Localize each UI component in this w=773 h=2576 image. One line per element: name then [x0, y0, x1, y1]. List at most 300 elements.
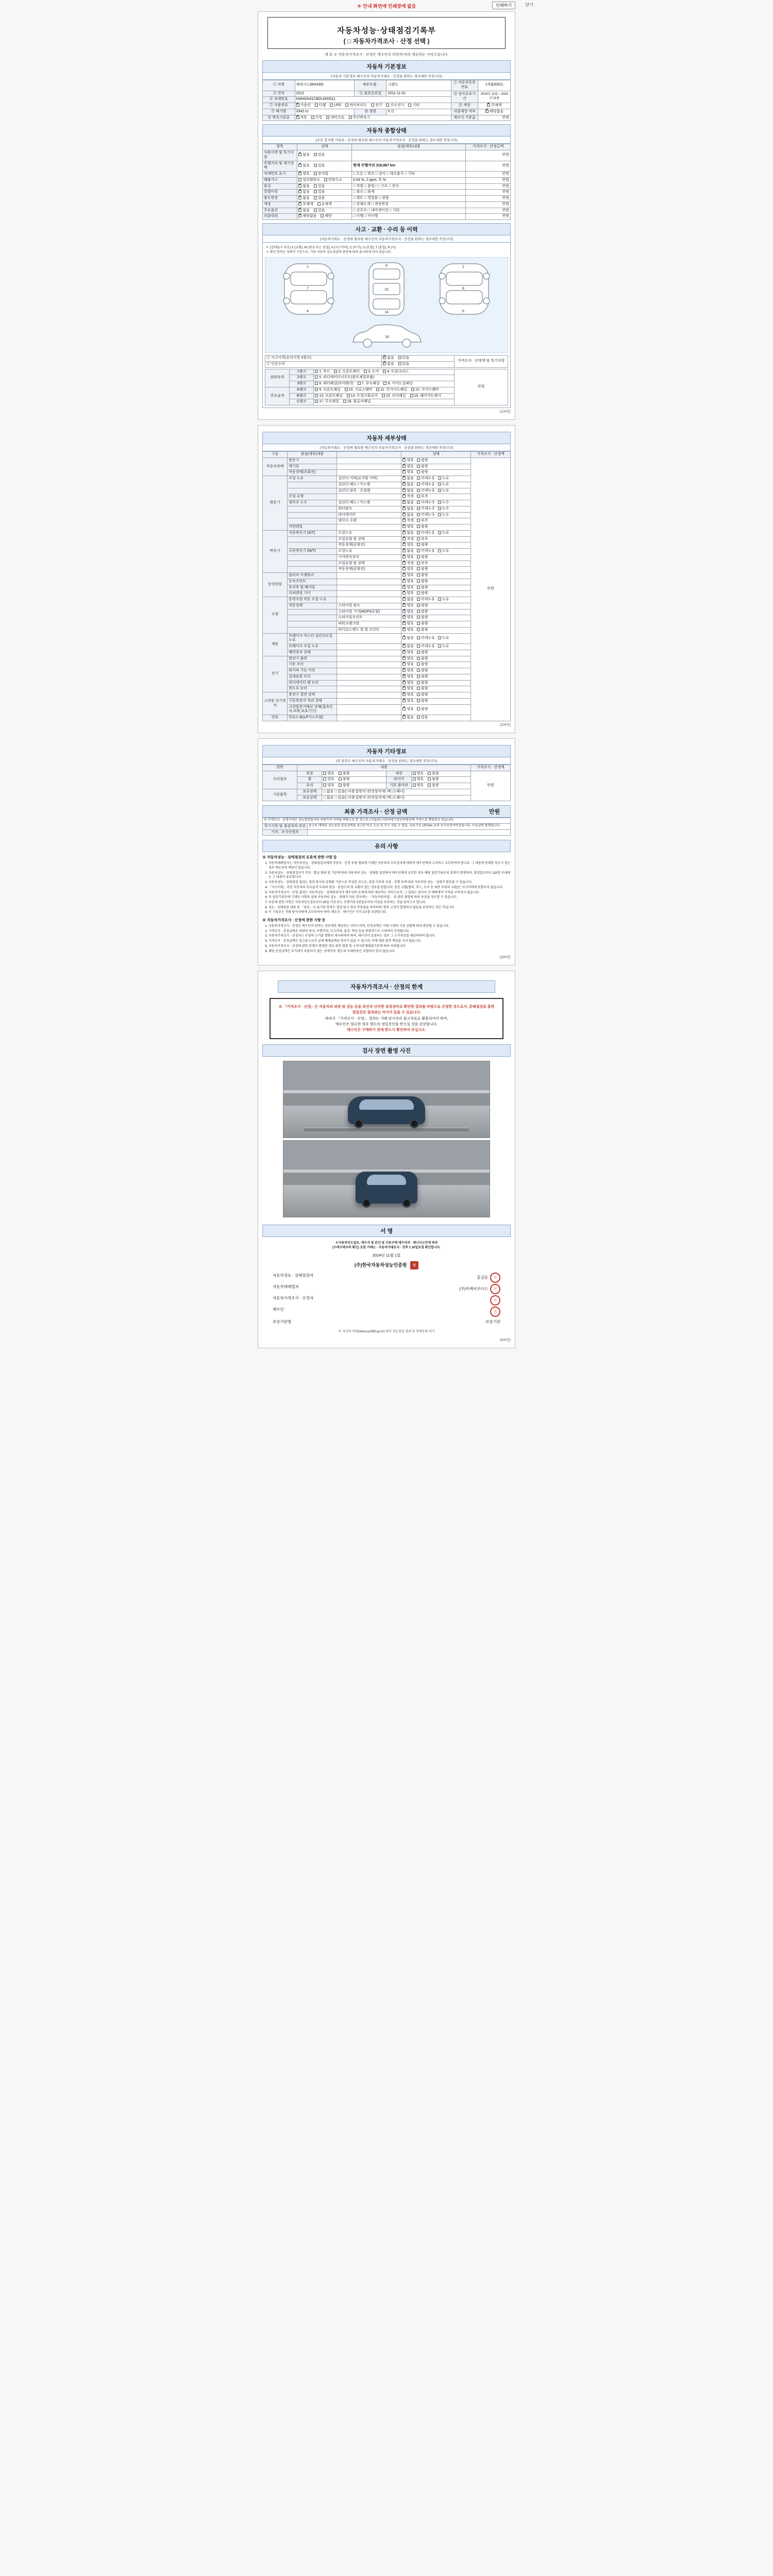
- overall-row-state[interactable]: ✔없음 있음: [297, 161, 352, 172]
- checkbox-없음[interactable]: [402, 507, 406, 510]
- checkbox-accident-none[interactable]: [383, 356, 386, 359]
- checkbox-양호[interactable]: [402, 604, 406, 607]
- checkbox-적정[interactable]: [402, 495, 406, 498]
- detail-item-state[interactable]: ✔ 양호 불량: [401, 579, 471, 585]
- overall-row-state[interactable]: ✔ 없음 있음: [297, 183, 352, 190]
- checkbox-part[interactable]: [383, 370, 386, 373]
- detail-item-state[interactable]: ✔ 양호 불량: [401, 603, 471, 609]
- checkbox-양호[interactable]: [402, 693, 406, 696]
- accident-summary-table: [265, 355, 508, 368]
- checkbox-양호[interactable]: [402, 459, 406, 462]
- checkbox-part[interactable]: [347, 394, 350, 397]
- section-overall-title: 자동차 종합상태: [262, 124, 511, 137]
- checkbox-ng[interactable]: [314, 153, 317, 156]
- checkbox-누유[interactable]: [438, 483, 441, 486]
- checkbox-part[interactable]: [345, 388, 348, 391]
- detail-item-state[interactable]: ✔ 양호 불량: [401, 464, 471, 470]
- checkbox-part[interactable]: [410, 394, 413, 397]
- svg-text:6: 6: [462, 310, 464, 313]
- checkbox-누수[interactable]: [438, 501, 441, 504]
- checkbox-ok[interactable]: [298, 190, 301, 193]
- checkbox-ok[interactable]: [323, 772, 326, 775]
- detail-item-detail: 오일누유: [337, 530, 401, 536]
- checkbox-불량[interactable]: [417, 693, 420, 696]
- detail-header-1: 점검(세부)내용: [288, 452, 337, 458]
- detail-item-state[interactable]: ✔ 없음 미세누수 누수: [401, 500, 471, 506]
- checkbox-ng[interactable]: [314, 184, 317, 188]
- signature-row: [273, 1284, 500, 1294]
- car-diagram: [262, 243, 511, 408]
- checkbox-부족[interactable]: [417, 537, 420, 540]
- checkbox-ok[interactable]: [298, 164, 301, 167]
- detail-item-detail: 작동상태(공회전): [337, 567, 401, 573]
- checkbox-누유[interactable]: [438, 598, 441, 601]
- checkbox-불량[interactable]: [417, 657, 420, 660]
- detail-item-state[interactable]: ✔ 양호 불량: [401, 698, 471, 704]
- svg-text:1: 1: [307, 265, 309, 269]
- checkbox-part[interactable]: [343, 400, 346, 403]
- checkbox-없음[interactable]: [402, 645, 406, 648]
- checkbox-불량[interactable]: [417, 699, 420, 702]
- checkbox-누유[interactable]: [438, 549, 441, 552]
- accident-row-label: ① 사고이력(유의사항 4참조): [265, 355, 382, 362]
- checkbox-part[interactable]: [315, 382, 318, 385]
- detail-item-state[interactable]: ✔ 양호 불량: [401, 662, 471, 668]
- label-color: ⑪ 색상: [451, 103, 478, 109]
- checkbox-accident-yes[interactable]: [398, 356, 401, 359]
- detail-item-state[interactable]: ✔양호 불량: [401, 704, 471, 715]
- checkbox-양호[interactable]: [402, 651, 406, 654]
- checkbox-적정[interactable]: [402, 562, 406, 565]
- label-exterior: 외판부위: [265, 369, 290, 387]
- checkbox-hc[interactable]: [324, 178, 327, 181]
- accident-row-state[interactable]: ✔ 없음 있음: [382, 355, 455, 362]
- checkbox-ok[interactable]: [413, 784, 416, 787]
- notice-item: 1. 자동차가격조사 · 산정은 매수인이 원하는 경우에만 제공되는 서비스이며, 산정금액은 거래 시점의 시장 상황에 따라 변동될 수 있습니다.: [268, 924, 511, 929]
- checkbox-불량[interactable]: [417, 628, 420, 631]
- detail-item-name: 오일 누유: [288, 476, 337, 482]
- detail-item-state[interactable]: ✔ 양호 불량: [401, 573, 471, 579]
- overall-row-state[interactable]: ✔ 없음 있음: [297, 190, 352, 196]
- checkbox-누유[interactable]: [438, 636, 441, 639]
- checkbox-미세누유[interactable]: [417, 489, 420, 492]
- detail-item-state[interactable]: ✔없음 미세누유 누유: [401, 633, 471, 644]
- other-opts-tire[interactable]: 양호 불량: [411, 777, 470, 783]
- checkbox-불량[interactable]: [417, 687, 420, 690]
- detail-item-name: [288, 615, 337, 621]
- svg-text:2: 2: [462, 265, 464, 269]
- detail-item-state[interactable]: ✔ 없음 미세누유 누유: [401, 644, 471, 650]
- checkbox-양호[interactable]: [402, 681, 406, 684]
- rank3-items: 6. 쿼터패널(리어펜더) 7. 루프패널 8. 사이드실패널: [314, 381, 455, 387]
- detail-item-state[interactable]: ✔ 양호 불량: [401, 567, 471, 573]
- checkbox-trans-semi[interactable]: [326, 116, 329, 119]
- checkbox-불량[interactable]: [417, 470, 420, 473]
- detail-item-state[interactable]: ✔ 양호 불량: [401, 543, 471, 549]
- other-opts-exterior[interactable]: 양호 불량: [322, 771, 386, 777]
- detail-item-detail: [337, 591, 401, 597]
- checkbox-trans-manual[interactable]: [311, 116, 314, 119]
- checkbox-양호[interactable]: [402, 525, 406, 528]
- detail-item-state[interactable]: ✔ 없음 미세누유 누유: [401, 530, 471, 536]
- checkbox-ok[interactable]: [323, 784, 326, 787]
- checkbox-ng[interactable]: [339, 777, 342, 781]
- checkbox-simple-yes[interactable]: [398, 362, 401, 365]
- overall-row-detail: □ 침수 □ 화재: [352, 190, 466, 196]
- checkbox-ok[interactable]: [298, 184, 301, 188]
- checkbox-없음[interactable]: [402, 636, 406, 639]
- detail-item-state[interactable]: ✔ 없음 있음: [401, 715, 471, 721]
- checkbox-ok[interactable]: [413, 777, 416, 781]
- checkbox-ng[interactable]: [314, 164, 317, 167]
- checkbox-part[interactable]: [315, 388, 318, 391]
- label-rank2: 2랭크: [290, 375, 314, 381]
- checkbox-ok[interactable]: [298, 172, 301, 175]
- checkbox-없음[interactable]: [402, 549, 406, 552]
- checkbox-part[interactable]: [382, 394, 385, 397]
- print-button[interactable]: 인쇄하기: [492, 2, 515, 9]
- checkbox-미세누수[interactable]: [417, 507, 420, 510]
- detail-item-detail: [337, 470, 401, 476]
- inspection-photo-underbody: [283, 1061, 490, 1138]
- other-opts-wheel[interactable]: 양호 불량: [322, 777, 386, 783]
- detail-group-label: 전기: [263, 656, 288, 692]
- detail-item-name: 원동기: [288, 457, 337, 464]
- checkbox-미세누유[interactable]: [417, 636, 420, 639]
- checkbox-ok[interactable]: [298, 196, 301, 199]
- detail-item-state[interactable]: ✔ 없음 미세누유 누유: [401, 482, 471, 488]
- checkbox-불량[interactable]: [417, 663, 420, 666]
- detail-item-state[interactable]: ✔ 양호 불량: [401, 591, 471, 597]
- checkbox-불량[interactable]: [417, 591, 420, 595]
- checkbox-적정[interactable]: [402, 537, 406, 540]
- detail-item-state[interactable]: ✔ 없음 미세누유 누유: [401, 549, 471, 555]
- fuel-options[interactable]: ✔ 가솔린 디젤 LPG 하이브리드 전기 수소전기 기타: [295, 103, 451, 109]
- checkbox-불량[interactable]: [417, 459, 420, 462]
- limit-bold-line: 매수인은 구매하기 전에 반드시 확인하여 주십시오.: [347, 1028, 426, 1032]
- checkbox-양호[interactable]: [402, 663, 406, 666]
- detail-group-label: 변속기: [263, 530, 288, 572]
- checkbox-양호[interactable]: [402, 628, 406, 631]
- detail-item-name: 구동축전지 격리 상태: [288, 698, 337, 704]
- checkbox-양호[interactable]: [402, 580, 406, 583]
- detail-item-name: 자동변속기 (A/T): [288, 530, 337, 536]
- checkbox-ng[interactable]: [428, 777, 431, 781]
- detail-header-4: 가격조사 · 산정액: [471, 452, 511, 458]
- detail-item-detail: 라디에이터: [337, 512, 401, 518]
- detail-item-state[interactable]: ✔ 양호 불량: [401, 457, 471, 464]
- detail-item-state[interactable]: ✔ 양호 불량: [401, 524, 471, 531]
- limit-body: [270, 998, 503, 1039]
- checkbox-없음[interactable]: [402, 501, 406, 504]
- checkbox-part[interactable]: [383, 382, 386, 385]
- checkbox-part[interactable]: [376, 388, 379, 391]
- checkbox-불량[interactable]: [417, 675, 420, 678]
- checkbox-part[interactable]: [315, 394, 318, 397]
- detail-item-detail: [337, 692, 401, 699]
- recall-options[interactable]: ✔ 해당없음: [478, 109, 511, 115]
- detail-item-state[interactable]: ✔ 적정 부족: [401, 518, 471, 524]
- overall-row-state[interactable]: ✔없음 있음: [297, 150, 352, 161]
- detail-item-state[interactable]: ✔ 양호 불량: [401, 656, 471, 662]
- car-top-view-right-icon: [431, 261, 498, 317]
- checkbox-누유[interactable]: [438, 645, 441, 648]
- detail-item-state[interactable]: ✔ 없음 미세누유 누유: [401, 476, 471, 482]
- checkbox-part[interactable]: [364, 370, 367, 373]
- checkbox-불량[interactable]: [417, 580, 420, 583]
- checkbox-미세누유[interactable]: [417, 477, 420, 480]
- checkbox-불량[interactable]: [417, 555, 420, 558]
- other-opts-mirror[interactable]: 양호 불량: [411, 783, 470, 789]
- checkbox-part[interactable]: [315, 370, 318, 373]
- checkbox-part[interactable]: [315, 376, 318, 379]
- detail-item-detail: [337, 585, 401, 591]
- detail-item-state[interactable]: ✔ 양호 불량: [401, 621, 471, 628]
- detail-item-name: 추진축 및 베어링: [288, 585, 337, 591]
- detail-item-state[interactable]: ✔ 적정 부족: [401, 536, 471, 543]
- detail-item-name: 냉각수 누수: [288, 500, 337, 506]
- checkbox-양호[interactable]: [402, 573, 406, 577]
- checkbox-적정[interactable]: [402, 519, 406, 522]
- checkbox-미세누유[interactable]: [417, 645, 420, 648]
- checkbox-불량[interactable]: [417, 543, 420, 546]
- checkbox-fuel-h2[interactable]: [386, 104, 389, 107]
- checkbox-ng[interactable]: [314, 209, 317, 212]
- checkbox-누유[interactable]: [438, 531, 441, 534]
- final-value-assessor: [307, 829, 510, 836]
- checkbox-미세누유[interactable]: [417, 598, 420, 601]
- checkbox-불량[interactable]: [417, 616, 420, 619]
- overall-row-state[interactable]: ✔ 양호 부적합: [297, 172, 352, 178]
- detail-item-state[interactable]: ✔ 없음 미세누수 누수: [401, 506, 471, 512]
- detail-item-state[interactable]: ✔ 양호 불량: [401, 692, 471, 699]
- checkbox-양호[interactable]: [402, 470, 406, 473]
- checkbox-불량[interactable]: [417, 610, 420, 613]
- checkbox-fuel-lpg[interactable]: [330, 104, 333, 107]
- overall-row-state[interactable]: ✔ 없음 있음: [297, 208, 352, 214]
- detail-item-detail: 스티어링조인트: [337, 615, 401, 621]
- detail-item-detail: 스티어링 기어(MDPS포함): [337, 609, 401, 615]
- detail-item-detail: [337, 698, 401, 704]
- checkbox-불량[interactable]: [417, 681, 420, 684]
- detail-item-state[interactable]: ✔ 양호 불량: [401, 609, 471, 615]
- checkbox-미세누유[interactable]: [417, 531, 420, 534]
- detail-item-name: [288, 627, 337, 633]
- checkbox-없음[interactable]: [402, 716, 406, 719]
- signature-row-value: (주)카케어모터스: [459, 1286, 488, 1292]
- checkbox-부족[interactable]: [417, 495, 420, 498]
- checkbox-양호[interactable]: [402, 610, 406, 613]
- checkbox-불량[interactable]: [417, 707, 420, 710]
- checkbox-part[interactable]: [358, 382, 361, 385]
- detail-item-state[interactable]: ✔ 양호 불량: [401, 627, 471, 633]
- detail-item-state[interactable]: ✔ 없음 미세누유 누유: [401, 488, 471, 494]
- detail-item-name: [288, 506, 337, 512]
- checkbox-yes[interactable]: [321, 214, 324, 217]
- checkbox-없음[interactable]: [402, 489, 406, 492]
- overall-row-state[interactable]: ✔ 무채색 유채색: [297, 201, 352, 208]
- checkbox-ng[interactable]: [428, 772, 431, 775]
- signature-row-label: 자동차매매업자: [273, 1284, 299, 1290]
- checkbox-불량[interactable]: [417, 525, 420, 528]
- overall-row-name: 리콜대상: [263, 214, 297, 220]
- checkbox-부족[interactable]: [417, 562, 420, 565]
- checkbox-part[interactable]: [315, 400, 318, 403]
- checkbox-ng[interactable]: [314, 190, 317, 193]
- checkbox-누유[interactable]: [438, 489, 441, 492]
- checkbox-불량[interactable]: [417, 622, 420, 625]
- signature-row: [273, 1295, 500, 1306]
- close-button[interactable]: 닫기: [525, 3, 533, 7]
- checkbox-불량[interactable]: [417, 573, 420, 577]
- other-info-table: [262, 765, 511, 802]
- label-power: ⑩ 정원: [354, 109, 386, 115]
- checkbox-양호[interactable]: [402, 586, 406, 589]
- checkbox-불량[interactable]: [417, 465, 420, 468]
- checkbox-ng[interactable]: [339, 784, 342, 787]
- checkbox-누수[interactable]: [438, 507, 441, 510]
- section-other-title: 자동차 기타정보: [262, 745, 511, 757]
- other-opts-glass[interactable]: 양호 불량: [322, 783, 386, 789]
- detail-item-name: 배력장치 상태: [288, 650, 337, 656]
- section-accident-note: (자동차거래소 · 산정에 필요한 매수인의 자동차가격조사 · 산정을 완하는 경우에만 작성니다): [262, 235, 511, 243]
- checkbox-없음[interactable]: [402, 531, 406, 534]
- checkbox-part[interactable]: [334, 370, 337, 373]
- detail-group-label: 동력전달: [263, 573, 288, 597]
- checkbox-누수[interactable]: [438, 513, 441, 516]
- overall-header-0: 항목: [263, 144, 297, 150]
- checkbox-양호[interactable]: [402, 699, 406, 702]
- checkbox-미세누수[interactable]: [417, 513, 420, 516]
- institution-label: 보증기관명: [273, 1319, 292, 1325]
- detail-item-name: 디퍼렌셜 기어: [288, 591, 337, 597]
- limit-title: 자동차가격조사 · 산정의 한계: [278, 981, 495, 992]
- detail-item-state[interactable]: ✔ 양호 불량: [401, 585, 471, 591]
- checkbox-불량[interactable]: [417, 567, 420, 570]
- detail-item-name: 시동 모터: [288, 662, 337, 668]
- detail-item-state[interactable]: ✔ 적정 부족: [401, 494, 471, 500]
- checkbox-recall-none[interactable]: [485, 110, 489, 113]
- checkbox-양호[interactable]: [402, 669, 406, 672]
- checkbox-누유[interactable]: [438, 477, 441, 480]
- checkbox-미세누유[interactable]: [417, 549, 420, 552]
- checkbox-ng[interactable]: [428, 784, 431, 787]
- checkbox-trans-auto[interactable]: [296, 116, 299, 119]
- checkbox-없음[interactable]: [402, 477, 406, 480]
- overall-row-state[interactable]: ✔ 없음 있음: [297, 196, 352, 202]
- color-options[interactable]: ✔ 무채색: [478, 103, 511, 109]
- detail-item-detail: [337, 644, 401, 650]
- checkbox-ok[interactable]: [413, 772, 416, 775]
- accident-row-state[interactable]: ✔ 없음 있음: [382, 361, 455, 367]
- detail-item-state[interactable]: ✔ 양호 불량: [401, 686, 471, 692]
- checkbox-미세누수[interactable]: [417, 501, 420, 504]
- checkbox-ok[interactable]: [323, 777, 326, 781]
- checkbox-none[interactable]: [298, 214, 301, 217]
- checkbox-불량[interactable]: [417, 669, 420, 672]
- overall-row-state[interactable]: ✔ 해당없음 해당: [297, 214, 352, 220]
- detail-item-state[interactable]: ✔ 양호 불량: [401, 470, 471, 476]
- checkbox-양호[interactable]: [402, 465, 406, 468]
- checkbox-불량[interactable]: [417, 651, 420, 654]
- detail-item-state[interactable]: ✔ 양호 불량: [401, 668, 471, 674]
- checkbox-양호[interactable]: [402, 591, 406, 595]
- checkbox-ok[interactable]: [298, 153, 301, 156]
- checkbox-양호[interactable]: [402, 675, 406, 678]
- detail-item-name: [288, 554, 337, 561]
- overall-row-name: 배출가스: [263, 177, 297, 183]
- checkbox-양호[interactable]: [402, 622, 406, 625]
- checkbox-simple-none[interactable]: [383, 362, 386, 365]
- checkbox-ng[interactable]: [314, 196, 317, 199]
- checkbox-불량[interactable]: [417, 586, 420, 589]
- checkbox-fuel-diesel[interactable]: [315, 104, 318, 107]
- checkbox-fuel-etc[interactable]: [408, 104, 411, 107]
- checkbox-불량[interactable]: [417, 604, 420, 607]
- overall-row-price: 만원: [466, 183, 511, 190]
- detail-item-state[interactable]: ✔ 양호 불량: [401, 650, 471, 656]
- checkbox-양호[interactable]: [402, 707, 406, 710]
- checkbox-양호[interactable]: [402, 567, 406, 570]
- label-rank-c: C랭크: [290, 399, 314, 405]
- detail-item-state[interactable]: ✔ 양호 불량: [401, 674, 471, 680]
- checkbox-양호[interactable]: [402, 555, 406, 558]
- checkbox-part[interactable]: [411, 388, 414, 391]
- value-first-reg: 2011-11-01: [386, 91, 451, 97]
- checkbox-양호[interactable]: [402, 687, 406, 690]
- label-fuel: ⑦ 사용연료: [263, 103, 295, 109]
- detail-item-state[interactable]: ✔ 양호 불량: [401, 680, 471, 686]
- checkbox-chromatic[interactable]: [317, 202, 321, 206]
- detail-item-state[interactable]: ✔ 양호 불량: [401, 615, 471, 621]
- section-final-title: 최종 가격조사 · 산정 금액 만원: [262, 805, 511, 818]
- checkbox-없음[interactable]: [402, 598, 406, 601]
- checkbox-color-achromatic[interactable]: [487, 104, 490, 107]
- checkbox-ok[interactable]: [298, 209, 301, 212]
- overall-row-state[interactable]: 일산화탄소 탄화수소: [297, 177, 352, 183]
- institution-value: 보증기관: [485, 1319, 500, 1325]
- other-opts-interior[interactable]: 양호 불량: [411, 771, 470, 777]
- checkbox-있음[interactable]: [417, 716, 420, 719]
- checkbox-없음[interactable]: [402, 513, 406, 516]
- checkbox-ng[interactable]: [339, 772, 342, 775]
- detail-item-state[interactable]: ✔ 양호 불량: [401, 554, 471, 561]
- other-name-possess: 보유상태: [297, 789, 322, 795]
- detail-item-state[interactable]: ✔ 없음 미세누유 누유: [401, 597, 471, 603]
- detail-item-detail: [337, 524, 401, 531]
- value-inspect: 2024년 11월 ~ 2026년 11월: [478, 91, 511, 103]
- checkbox-미세누유[interactable]: [417, 483, 420, 486]
- checkbox-trans-cvt[interactable]: [349, 116, 352, 119]
- checkbox-achromatic[interactable]: [298, 202, 301, 206]
- notice-heading: ※ 자동차가격조사 · 산정에 관한 사항 등: [262, 918, 326, 922]
- checkbox-co[interactable]: [298, 178, 301, 181]
- overall-header-2: 점검(세부)내용: [352, 144, 466, 150]
- checkbox-없음[interactable]: [402, 483, 406, 486]
- checkbox-양호[interactable]: [402, 616, 406, 619]
- checkbox-양호[interactable]: [402, 657, 406, 660]
- checkbox-부족[interactable]: [417, 519, 420, 522]
- detail-item-state[interactable]: ✔ 적정 부족: [401, 561, 471, 567]
- checkbox-fuel-gasoline[interactable]: [296, 104, 299, 107]
- checkbox-ng[interactable]: [314, 172, 317, 175]
- checkbox-양호[interactable]: [402, 543, 406, 546]
- checkbox-fuel-hybrid[interactable]: [345, 104, 348, 107]
- detail-item-state[interactable]: ✔ 없음 미세누수 누수: [401, 512, 471, 518]
- svg-text:18: 18: [385, 335, 389, 339]
- checkbox-fuel-ev[interactable]: [371, 104, 374, 107]
- trans-options[interactable]: ✔ 자동 수동 세미오토 무단변속기: [295, 115, 451, 121]
